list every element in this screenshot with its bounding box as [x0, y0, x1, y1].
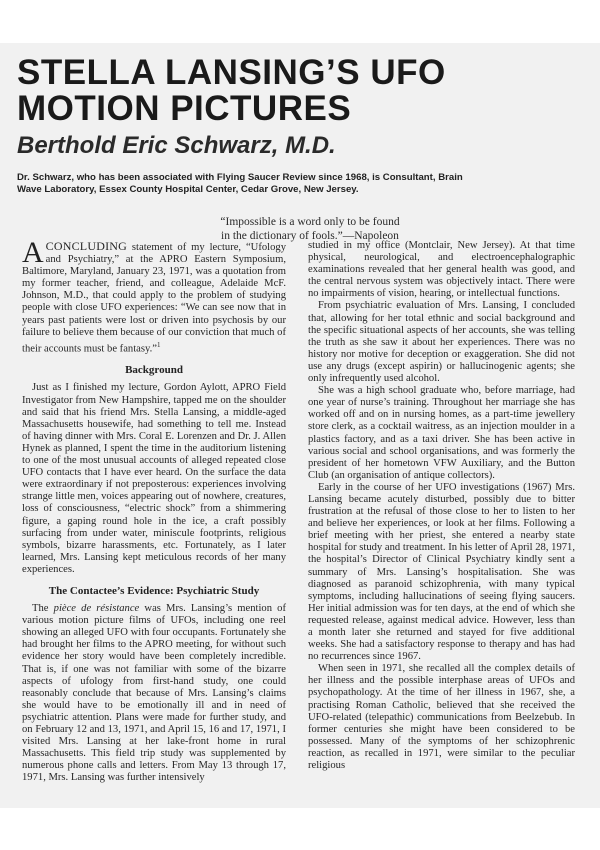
evidence-lead: The — [32, 603, 54, 615]
evidence-text: was Mrs. Lansing’s mention of various motion picture films of UFOs, including one reel showing an alleged UFO with four occupants. Fortunately she had brought her films to the APRO meeting, for without such evidence her story would have been completely incredible. That is, if one was not familiar with some of the bizarre aspects of ufology from first-hand study, one could reasonably conclude that because of Mrs. Lansing’s claims she would have to be emotionally ill and in need of psychiatric attention. Plans were made for further study, and on February 12 and 13, 1971, and April 15, 16 and 17, 1971, I visited Mrs. Lansing at her lake-front home in rural Massachusetts. This field trip study was supplemented by numerous phone calls and letters. From May 13 through 17, 1971, Mrs. Lansing was further intensively — [22, 603, 286, 784]
scanned-page — [0, 43, 600, 808]
right-paragraph-1: studied in my office (Montclair, New Jersey). At that time physical, neurological, and electroencephalographic examinations revealed that her general health was good, and the central nervous system was objectively intact. There were no impairments of vision, hearing, or intellectual functions. — [308, 240, 575, 300]
footnote-marker[interactable]: 1 — [156, 340, 161, 349]
evidence-paragraph — [22, 603, 286, 784]
article-author: Berthold Eric Schwarz, M.D. — [17, 132, 336, 159]
background-paragraph: Just as I finished my lecture, Gordon Aylott, APRO Field Investigator from New Hampshire, tapped me on the shoulder and said that his friend Mrs. Stella Lansing, a middle-aged Massachusetts housewife, had something to tell me. Instead of having dinner with Mrs. Coral E. Lorenzen and Dr. J. Allen Hynek as planned, I spent the time in the auditorium listening to one of the most unusual accounts of alleged repeated close UFO contacts that I have ever heard. On the surface the data were extraordinary if not preposterous: experiences involving strange little men, voices appearing out of nowhere, creatures, loss of consciousness, “electric shock” from a shimmering figure, a gaping round hole in the ice, a craft possibly surfacing from under water, miniscule footprints, religious symbols, bizarre harassments, etc. Fortunately, as I later learned, Mrs. Lansing kept meticulous records of her many experiences. — [22, 382, 286, 575]
heading-evidence: The Contactee’s Evidence: Psychiatric Study — [48, 584, 260, 597]
drop-cap: A — [22, 236, 44, 269]
author-bio: Dr. Schwarz, who has been associated with Flying Saucer Review since 1968, is Consultant, Brain Wave Laboratory, Essex County Hospital Center, Cedar Grove, New Jersey. — [17, 172, 463, 195]
right-paragraph-2: From psychiatric evaluation of Mrs. Lansing, I concluded that, allowing for her total ethnic and social background and the specific situational aspects of her accounts, she was telling the truth as she saw it about her experiences. There was no history nor motive for deception or exaggeration. She did not use any drugs (except aspirin) or hallucinogenic agents; she only infrequently used alcohol. — [308, 300, 575, 385]
right-column — [308, 240, 575, 772]
right-paragraph-4: Early in the course of her UFO investigations (1967) Mrs. Lansing became acutely disturbed, possibly due to bitter frustration at the refusal of those close to her to listen to her and believe her experiences, or look at her films. Following a brief meeting with her priest, she entered a nearby state hospital for study and treatment. In his letter of April 28, 1971, the hospital’s Director of Clinical Psychiatry kindly sent a summary of Mrs. Lansing’s hospitalisation. She was diagnosed as paranoid schizophrenia, with many typical symptoms, including hallucinations of seeing flying saucers. Her initial admission was for ten days, at the end of which she requested release, against medical advice. However, less than a month later she returned and stayed for five additional weeks. She had a satisfactory response to therapy and has had no recurrences since 1967. — [308, 481, 575, 663]
article-title: STELLA LANSING’S UFO MOTION PICTURES — [17, 53, 446, 128]
left-column — [22, 236, 286, 784]
right-paragraph-3: She was a high school graduate who, before marriage, had one year of nurse’s training. Throughout her marriage she has worked off and on in nursing homes, as a part-time jewellery store clerk, as a cocktail waitress, as an injection moulder in a plastics factory, and as a taxi driver. She has been active in various social and school organisations, and was formerly the president of her hometown VFW Auxiliary, and the Button Club (an organisation of antique collectors). — [308, 385, 575, 481]
epigraph-line-1: “Impossible is a word only to be found — [220, 216, 400, 228]
right-paragraph-5: When seen in 1971, she recalled all the complex details of her illness and the possible interphase areas of UFOs and psychopathology. At the time of her illness in 1967, she, a practising Roman Catholic, believed that she received the UFO-related (telepathic) communications from Beelzebub. In former centuries she might have been considered to be possessed. Many of the symptoms of her schizophrenic reaction, as recalled in 1971, were similar to the peculiar religious — [308, 663, 575, 772]
epigraph — [180, 216, 440, 243]
heading-background: Background — [125, 364, 183, 377]
epigraph-line-2: in the dictionary of fools.”—Napoleon — [221, 229, 399, 242]
intro-text: statement of my lecture, “Ufology and Psychiatry,” at the APRO Eastern Symposium, Baltimore, Maryland, January 23, 1971, was a quotation from my former teacher, friend, and colleague, Adelaide McF. Johnson, M.D., that could apply to the problem of studying people with close UFO experiences: “We can see now that in years past patients were lost or driven into psychosis by our failure to believe them because of our conviction that much of their accounts must be fantasy.” — [22, 242, 286, 355]
intro-paragraph — [22, 236, 286, 355]
evidence-italic: pièce de résistance — [53, 603, 140, 615]
intro-caps: CONCLUDING — [45, 239, 128, 253]
